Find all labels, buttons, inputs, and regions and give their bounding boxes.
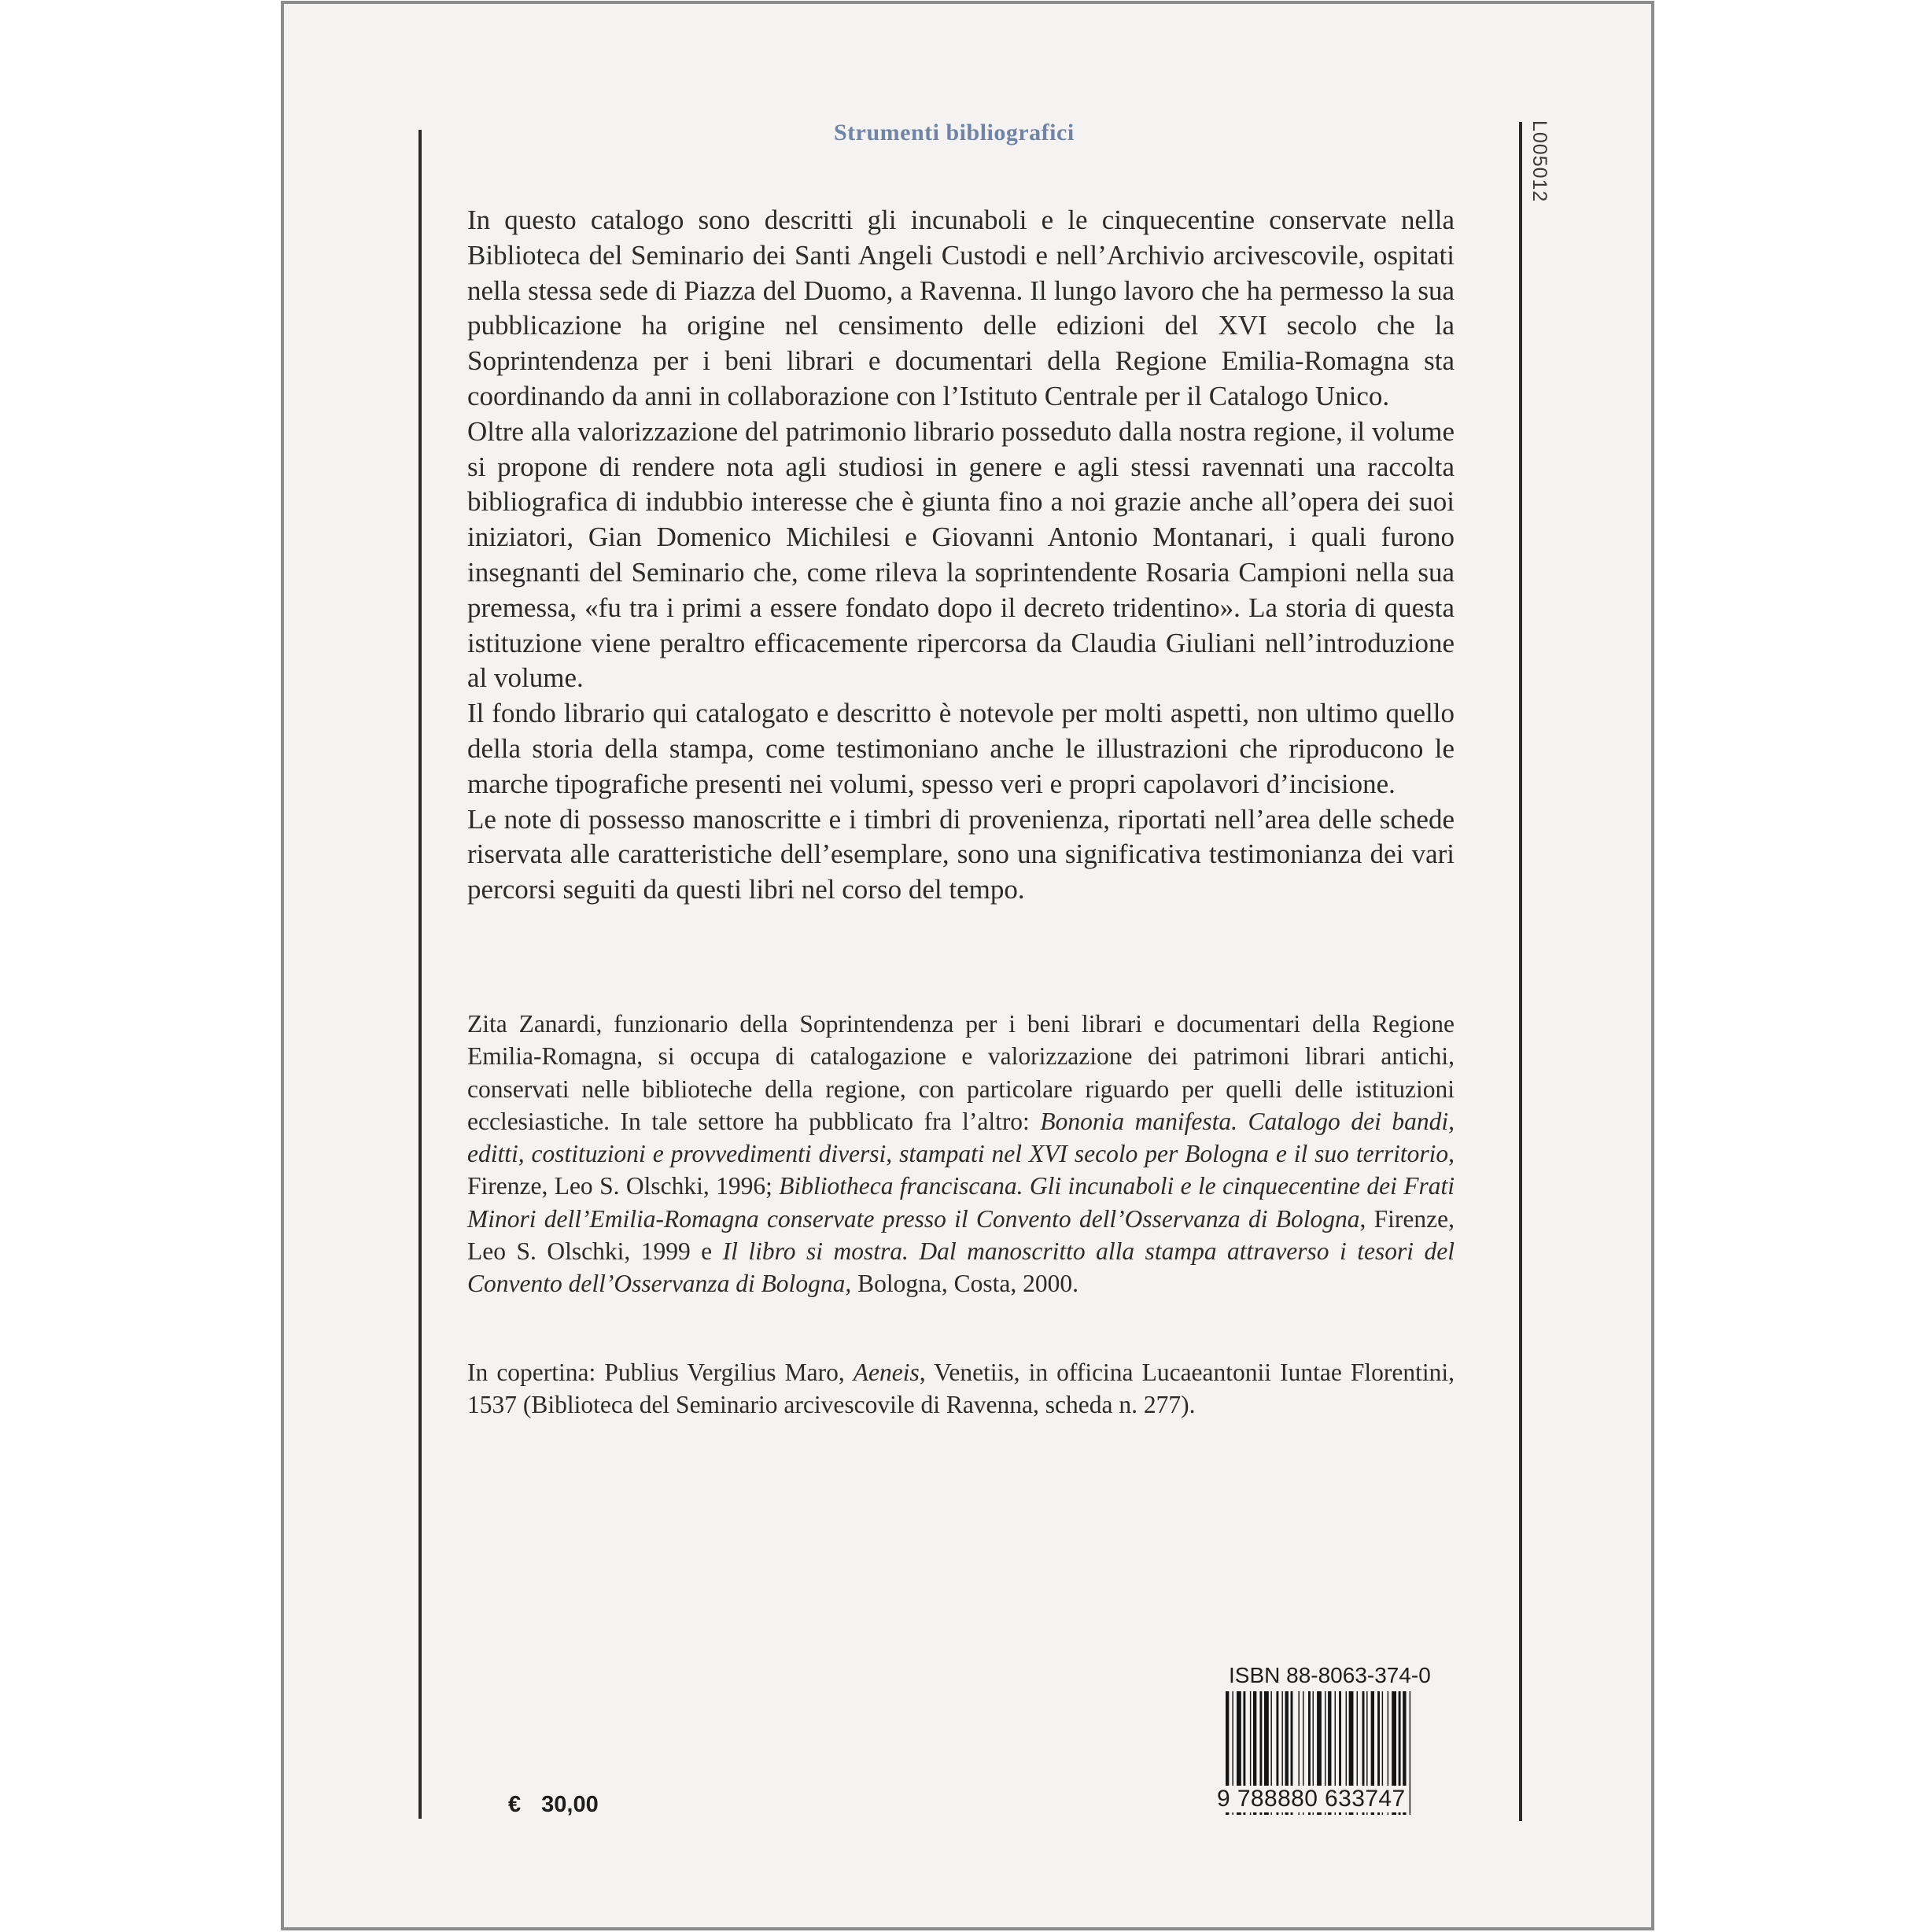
biography-text: Bologna, Costa, 2000.	[851, 1270, 1078, 1298]
book-description	[467, 203, 1455, 908]
description-paragraph: Oltre alla valorizzazione del patrimonio librario posseduto dalla nostra regione, il volume si propone di rendere nota agli studiosi in genere e agli stessi ravennati una raccolta bibliografica di indubbio interesse che è giunta fino a noi grazie anche all’opera dei suoi iniziatori, Gian Domenico Michilesi e Giovanni Antonio Montanari, i quali furono insegnanti del Seminario che, come rileva la soprintendente Rosaria Campioni nella sua premessa, «fu tra i primi a essere fondato dopo il decreto tridentino». La storia di questa istituzione viene peraltro efficacemente ripercorsa da Claudia Giuliani nell’introduzione al volume.	[467, 415, 1455, 694]
isbn-label: ISBN 88-8063-374-0	[1229, 1663, 1431, 1687]
price	[508, 1792, 599, 1818]
series-title: Strumenti bibliografici	[834, 120, 1075, 146]
left-vertical-rule	[418, 130, 422, 1819]
biography-text: , Firenze, Leo S. Olschki, 1999 e	[467, 1204, 1455, 1266]
right-vertical-rule	[1519, 122, 1522, 1821]
description-paragraph: Il fondo librario qui catalogato e descritto è notevole per molti aspetti, non ultimo quello della storia della stampa, come testimoniano anche le illustrazioni che riproducono le marche tipografiche presenti nei volumi, spesso veri e propri capolavori d’incisione.	[467, 698, 1455, 799]
publication-title: Il libro si mostra. Dal manoscritto alla stampa attraverso i tesori del Convento dell’Osservanza di Bologna,	[467, 1237, 1455, 1298]
euro-icon: €	[508, 1792, 522, 1817]
credit-text: In copertina: Publius Vergilius Maro,	[467, 1359, 854, 1386]
barcode-digits: 9 788880 633747	[1217, 1786, 1406, 1812]
cover-work-title: Aeneis	[853, 1359, 920, 1386]
biography-text: , Firenze, Leo S. Olschki, 1996;	[467, 1140, 1455, 1200]
cover-credit	[467, 1356, 1455, 1421]
description-paragraph: In questo catalogo sono descritti gli incunaboli e le cinquecentine conservate nella Biblioteca del Seminario dei Santi Angeli Custodi e nell’Archivio arcivescovile, ospitati nella stessa sede di Piazza del Duomo, a Ravenna. Il lungo lavoro che ha permesso la sua pubblicazione ha origine nel censimento delle edizioni del XVI secolo che la Soprintendenza per i beni librari e documentari della Regione Emilia-Romagna sta coordinando da anni in collaborazione con l’Istituto Centrale per il Catalogo Unico.	[467, 205, 1455, 411]
credit-text: , Venetiis, in officina Lucaeantonii Iuntae Florentini, 1537 (Biblioteca del Seminario arcivescovile di Ravenna, scheda n. 277).	[467, 1359, 1455, 1419]
description-paragraph: Le note di possesso manoscritte e i timbri di provenienza, riportati nell’area delle schede riservata alle caratteristiche dell’esemplare, sono una significativa testimonianza dei vari percorsi seguiti da questi libri nel corso del tempo.	[467, 803, 1455, 905]
publication-title: Bibliotheca franciscana. Gli incunaboli e le cinquecentine dei Frati Minori dell’Emilia-Romagna conservate presso il Convento dell’Osservanza di Bologna	[467, 1172, 1455, 1233]
biography-text: Zita Zanardi, funzionario della Soprintendenza per i beni librari e documentari della Regione Emilia-Romagna, si occupa di catalogazione e valorizzazione dei patrimoni librari antichi, conservati nelle biblioteche della regione, con particolare riguardo per quelli delle istituzioni ecclesiastiche. In tale settore ha pubblicato fra l’altro:	[467, 1010, 1455, 1135]
price-value: 30,00	[541, 1792, 599, 1817]
publication-title: Bononia manifesta. Catalogo dei bandi, editti, costituzioni e provvedimenti diversi, stampati nel XVI secolo per Bologna e il suo territorio	[467, 1107, 1455, 1168]
author-biography	[467, 1008, 1455, 1300]
catalog-code: L005012	[1528, 120, 1550, 203]
biography-paragraph	[467, 1008, 1455, 1300]
credit-paragraph	[467, 1356, 1455, 1421]
